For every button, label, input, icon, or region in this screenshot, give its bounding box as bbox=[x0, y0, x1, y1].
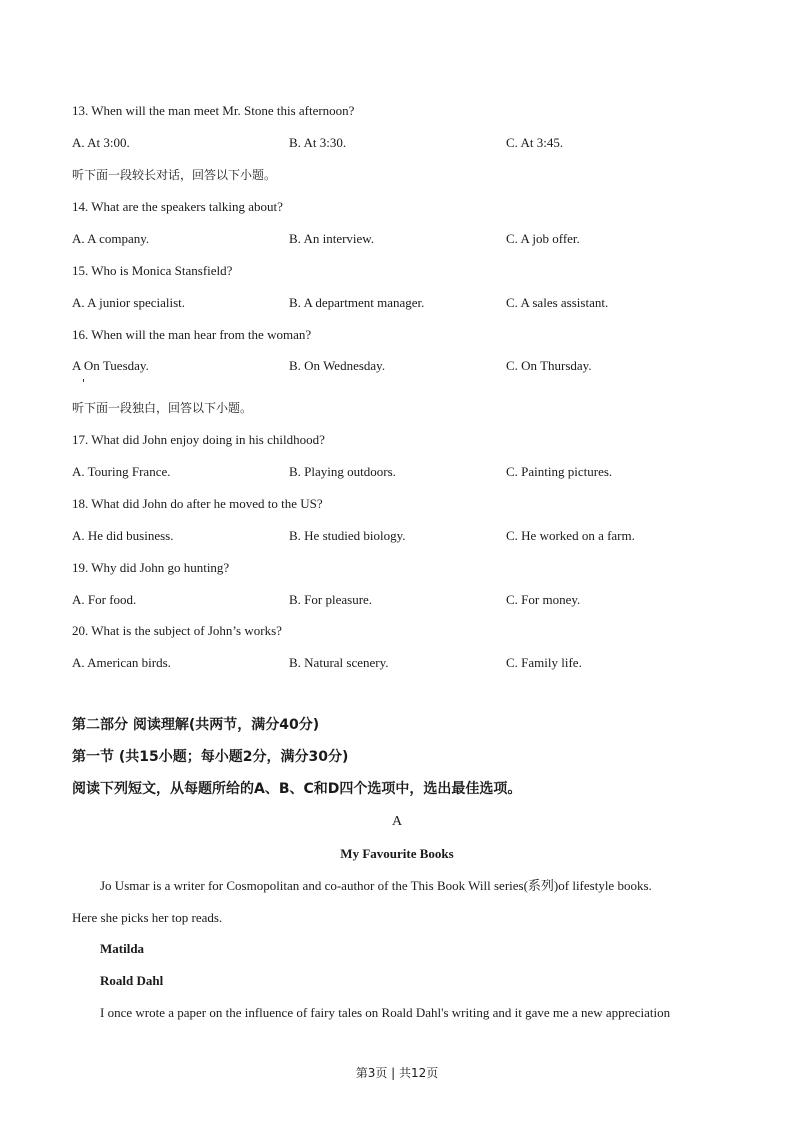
options-14 bbox=[72, 231, 722, 247]
option-a: A. At 3:00. bbox=[72, 135, 130, 150]
options-15 bbox=[72, 295, 722, 311]
option-b: B. He studied biology. bbox=[289, 528, 406, 543]
option-b: B. A department manager. bbox=[289, 295, 425, 310]
options-16 bbox=[72, 358, 722, 374]
book-paragraph: I once wrote a paper on the influence of fairy tales on Roald Dahl's writing and it gave me a new appreciation bbox=[100, 1005, 671, 1020]
intro-line-2: Here she picks her top reads. bbox=[72, 910, 223, 925]
book-title: Matilda bbox=[100, 941, 145, 956]
option-b: B. An interview. bbox=[289, 231, 375, 246]
option-a: A. A junior specialist. bbox=[72, 295, 186, 310]
option-c: C. He worked on a farm. bbox=[506, 528, 635, 543]
option-c: C. A job offer. bbox=[506, 231, 580, 246]
option-a: A. Touring France. bbox=[72, 464, 171, 479]
part2-title: 第二部分 阅读理解(共两节，满分40分) bbox=[72, 717, 320, 733]
question-18: 18. What did John do after he moved to the US? bbox=[72, 496, 323, 511]
section1-title: 第一节 (共15小题；每小题2分，满分30分) bbox=[72, 749, 349, 765]
option-c: C. For money. bbox=[506, 592, 581, 607]
option-c: C. Painting pictures. bbox=[506, 464, 613, 479]
instruction-monologue: 听下面一段独白，回答以下小题。 bbox=[72, 401, 253, 415]
question-20: 20. What is the subject of John’s works? bbox=[72, 623, 282, 638]
option-b: B. For pleasure. bbox=[289, 592, 373, 607]
option-c: C. A sales assistant. bbox=[506, 295, 609, 310]
option-a: A. A company. bbox=[72, 231, 150, 246]
option-b: B. Natural scenery. bbox=[289, 655, 389, 670]
page-footer: 第3页 | 共12页 bbox=[355, 1066, 439, 1080]
question-17: 17. What did John enjoy doing in his childhood? bbox=[72, 432, 325, 447]
question-15: 15. Who is Monica Stansfield? bbox=[72, 263, 233, 278]
options-17 bbox=[72, 464, 722, 480]
options-13 bbox=[72, 135, 722, 151]
instruction-long-dialogue: 听下面一段较长对话，回答以下小题。 bbox=[72, 168, 277, 182]
option-b: B. On Wednesday. bbox=[289, 358, 386, 373]
question-13: 13. When will the man meet Mr. Stone this afternoon? bbox=[72, 103, 355, 118]
intro-line-1: Jo Usmar is a writer for Cosmopolitan and co-author of the This Book Will series(系列)of lifestyle books. bbox=[100, 878, 652, 893]
options-20 bbox=[72, 655, 722, 671]
question-19: 19. Why did John go hunting? bbox=[72, 560, 230, 575]
reading-directions: 阅读下列短文，从每题所给的A、B、C和D四个选项中，选出最佳选项。 bbox=[72, 781, 522, 797]
option-b: B. Playing outdoors. bbox=[289, 464, 396, 479]
option-a: A. American birds. bbox=[72, 655, 171, 670]
option-c: C. At 3:45. bbox=[506, 135, 564, 150]
stray-mark bbox=[83, 379, 84, 382]
option-a: A On Tuesday. bbox=[72, 358, 149, 373]
passage-title: My Favourite Books bbox=[340, 846, 454, 861]
options-18 bbox=[72, 528, 722, 544]
question-14: 14. What are the speakers talking about? bbox=[72, 199, 283, 214]
passage-letter: A bbox=[391, 814, 403, 829]
option-a: A. For food. bbox=[72, 592, 137, 607]
option-c: C. Family life. bbox=[506, 655, 582, 670]
option-a: A. He did business. bbox=[72, 528, 174, 543]
option-c: C. On Thursday. bbox=[506, 358, 592, 373]
options-19 bbox=[72, 592, 722, 608]
book-author: Roald Dahl bbox=[100, 973, 164, 988]
option-b: B. At 3:30. bbox=[289, 135, 347, 150]
question-16: 16. When will the man hear from the woman? bbox=[72, 327, 312, 342]
